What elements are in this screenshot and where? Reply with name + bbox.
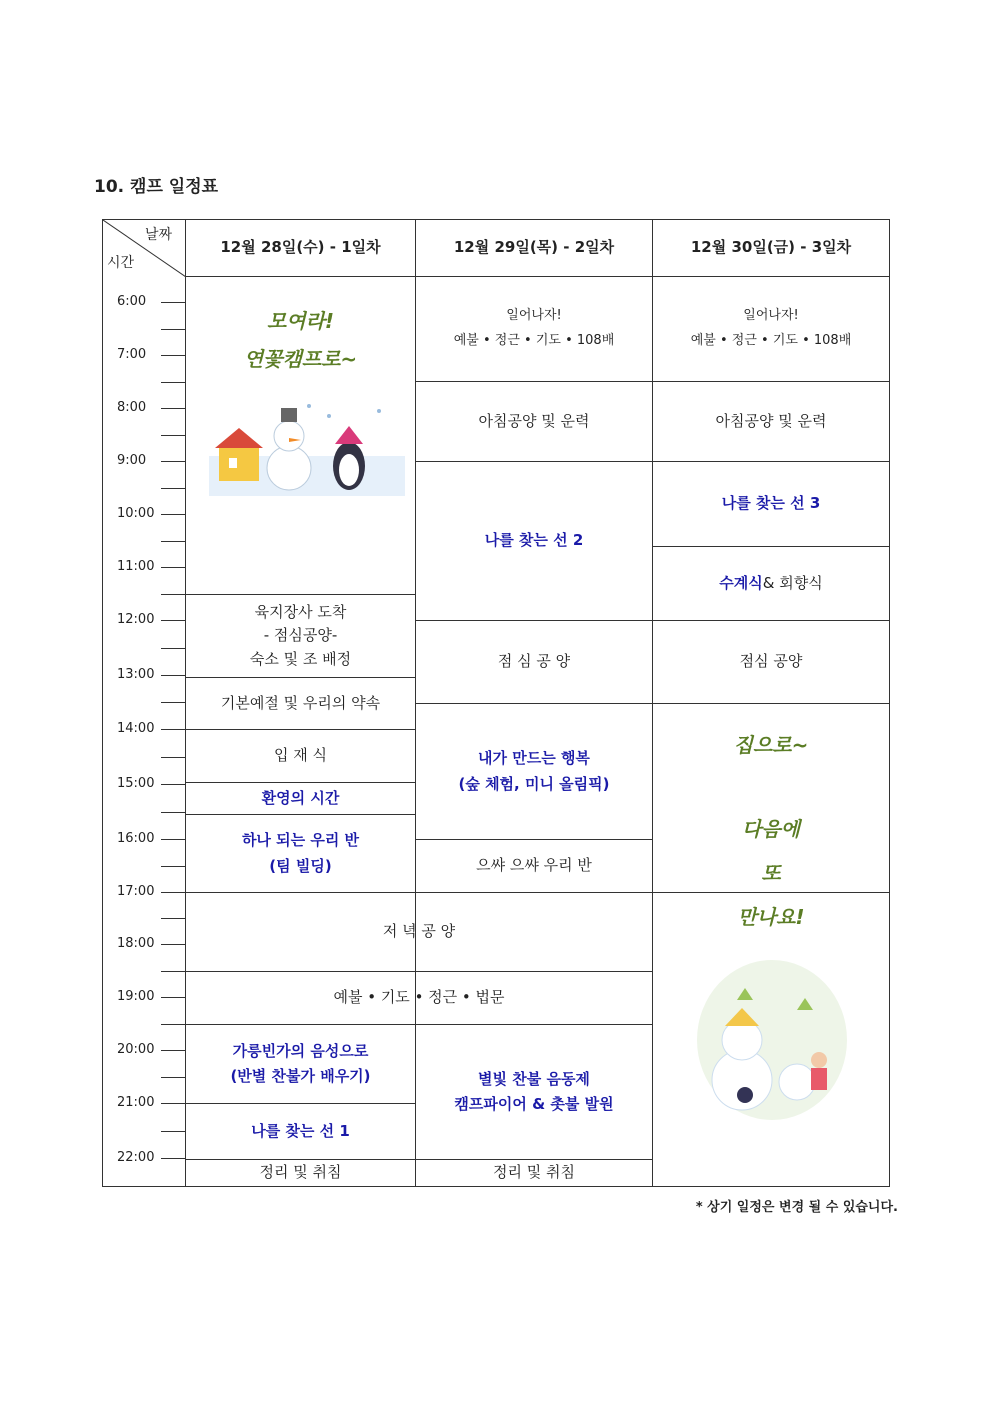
hour-tick xyxy=(161,567,185,568)
day1-sleep-cell: 정리 및 취침 xyxy=(259,1163,342,1182)
footnote: * 상기 일정은 변경 될 수 있습니다. xyxy=(695,1200,898,1215)
happiness-cell xyxy=(416,704,652,839)
half-hour-tick xyxy=(161,918,185,919)
time-label: 20:00 xyxy=(117,1042,155,1057)
time-label: 21:00 xyxy=(117,1095,155,1110)
header-day3: 12월 30일(금) - 3일차 xyxy=(690,238,852,257)
time-label: 15:00 xyxy=(117,776,155,791)
time-label: 18:00 xyxy=(117,936,155,951)
time-label: 13:00 xyxy=(117,667,155,682)
day2-lunch-cell: 점 심 공 양 xyxy=(497,652,571,671)
half-hour-tick xyxy=(161,812,185,813)
half-hour-tick xyxy=(161,488,185,489)
closing-ceremony-cell xyxy=(653,547,889,620)
hour-tick xyxy=(161,355,185,356)
half-hour-tick xyxy=(161,435,185,436)
half-hour-tick xyxy=(161,382,185,383)
etiquette-cell: 기본예절 및 우리의 약속 xyxy=(220,693,381,712)
time-label: 14:00 xyxy=(117,721,155,736)
hour-tick xyxy=(161,461,185,462)
campfire-cell xyxy=(416,1025,652,1159)
hour-tick xyxy=(161,892,185,893)
time-label: 16:00 xyxy=(117,831,155,846)
home-line4: 만나요! xyxy=(737,904,805,929)
hour-tick xyxy=(161,997,185,998)
hour-tick xyxy=(161,1103,185,1104)
team-line1: 하나 되는 우리 반 xyxy=(241,831,360,849)
half-hour-tick xyxy=(161,866,185,867)
home-line2: 다음에 xyxy=(742,816,800,841)
half-hour-tick xyxy=(161,1131,185,1132)
corner-date-label: 날짜 xyxy=(145,227,173,243)
day3-wake-line1: 일어나자! xyxy=(743,308,799,324)
farewell-block xyxy=(653,810,889,935)
corner-time-label: 시간 xyxy=(107,255,135,271)
arrival-line2: - 점심공양- xyxy=(263,626,338,645)
hour-tick xyxy=(161,784,185,785)
half-hour-tick xyxy=(161,1024,185,1025)
gather-line2: 연꽃캠프로~ xyxy=(243,347,358,371)
day2-breakfast-cell: 아침공양 및 운력 xyxy=(478,411,590,430)
home-line3: 또 xyxy=(761,860,781,885)
time-label: 12:00 xyxy=(117,612,155,627)
schedule-table xyxy=(102,219,890,1187)
header-day1: 12월 28일(수) - 1일차 xyxy=(220,238,381,257)
fire-line1: 별빛 찬불 음동제 xyxy=(478,1069,590,1088)
time-label: 10:00 xyxy=(117,506,155,521)
song-cell xyxy=(186,1025,415,1103)
snowman-illustration xyxy=(209,396,405,496)
closing-b: & 회향식 xyxy=(762,573,823,592)
hour-tick xyxy=(161,408,185,409)
arrival-line1: 육지장사 도착 xyxy=(254,603,347,622)
half-hour-tick xyxy=(161,702,185,703)
day3-lunch-cell: 점심 공양 xyxy=(739,652,803,671)
seon3-cell: 나를 찾는 선 3 xyxy=(721,494,821,513)
hour-tick xyxy=(161,302,185,303)
opening-cell: 입 재 식 xyxy=(273,746,327,765)
fire-line2: 캠프파이어 & 촛불 발원 xyxy=(454,1095,614,1113)
hour-tick xyxy=(161,944,185,945)
half-hour-tick xyxy=(161,329,185,330)
time-label: 6:00 xyxy=(117,294,147,309)
day2-wake-cell xyxy=(416,277,652,381)
arrival-block xyxy=(186,595,415,677)
closing-a: 수계식 xyxy=(719,573,763,592)
half-hour-tick xyxy=(161,594,185,595)
team-building-cell xyxy=(186,815,415,892)
day3-wake-cell xyxy=(653,277,889,381)
welcome-cell: 환영의 시간 xyxy=(261,788,340,807)
half-hour-tick xyxy=(161,1077,185,1078)
day2-sleep-cell: 정리 및 취침 xyxy=(493,1163,575,1182)
time-label: 19:00 xyxy=(117,989,155,1004)
time-label: 8:00 xyxy=(117,400,147,415)
hour-tick xyxy=(161,1158,185,1159)
song-line1: 가릉빈가의 음성으로 xyxy=(232,1041,369,1060)
day3-breakfast-cell: 아침공양 및 운력 xyxy=(715,411,827,430)
happy-line1: 내가 만드는 행복 xyxy=(478,749,590,767)
hour-tick xyxy=(161,1050,185,1051)
arrival-line3: 숙소 및 조 배정 xyxy=(249,649,352,668)
half-hour-tick xyxy=(161,648,185,649)
evening-service-cell: 예불 • 기도 • 정근 • 법문 xyxy=(333,988,505,1007)
seon1-cell: 나를 찾는 선 1 xyxy=(251,1121,350,1140)
seon2-cell: 나를 찾는 선 2 xyxy=(484,531,584,550)
day3-wake-line2: 예불 • 정근 • 기도 • 108배 xyxy=(690,333,852,348)
team-line2: (팀 빌딩) xyxy=(269,856,332,875)
song-line2: (반별 찬불가 배우기) xyxy=(230,1067,371,1085)
gather-block xyxy=(186,300,415,380)
hour-tick xyxy=(161,620,185,621)
time-label: 7:00 xyxy=(117,347,147,362)
page-title: 10. 캠프 일정표 xyxy=(94,177,219,197)
half-hour-tick xyxy=(161,971,185,972)
time-label: 17:00 xyxy=(117,884,155,899)
header-day2: 12월 29일(목) - 2일차 xyxy=(453,238,615,257)
cheer-cell: 으쌰 으쌰 우리 반 xyxy=(476,856,592,875)
half-hour-tick xyxy=(161,541,185,542)
hour-tick xyxy=(161,729,185,730)
home-line1: 집으로~ xyxy=(733,733,809,757)
happy-line2: (숲 체험, 미니 올림픽) xyxy=(458,774,610,793)
time-label: 11:00 xyxy=(117,559,155,574)
time-label: 9:00 xyxy=(117,453,147,468)
snowman-kids-illustration xyxy=(697,960,847,1120)
gather-line1: 모여라! xyxy=(266,309,335,333)
half-hour-tick xyxy=(161,757,185,758)
day2-wake-line2: 예불 • 정근 • 기도 • 108배 xyxy=(453,333,615,348)
hour-tick xyxy=(161,514,185,515)
time-label: 22:00 xyxy=(117,1150,155,1165)
day2-wake-line1: 일어나자! xyxy=(506,308,562,324)
hour-tick xyxy=(161,675,185,676)
dinner-cell: 저 녁 공 양 xyxy=(382,922,456,941)
hour-tick xyxy=(161,839,185,840)
